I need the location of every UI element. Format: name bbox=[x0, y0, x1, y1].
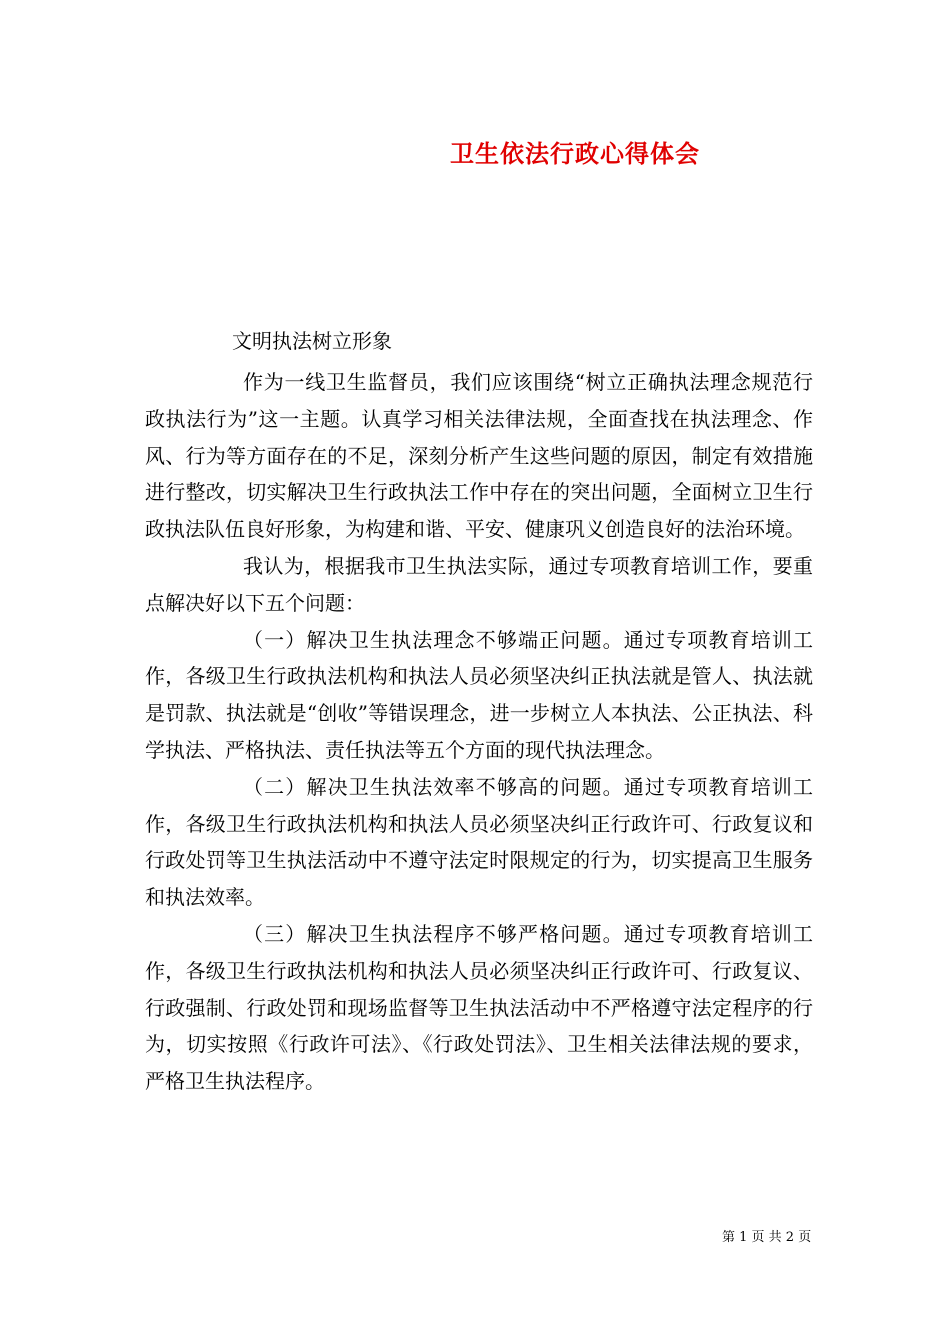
page-number-footer: 第 1 页 共 2 页 bbox=[722, 1230, 812, 1245]
document-title: 卫生依法行政心得体会 bbox=[450, 139, 700, 168]
document-subtitle: 文明执法树立形象 bbox=[232, 329, 392, 353]
document-body bbox=[145, 364, 813, 1100]
paragraph-point-1: （一）解决卫生执法理念不够端正问题。通过专项教育培训工作，各级卫生行政执法机构和执法人员必须坚决纠正执法就是管人、执法就是罚款、执法就是“创收”等错误理念，进一步树立人本执法、公正执法、科学执法、严格执法、责任执法等五个方面的现代执法理念。 bbox=[145, 627, 813, 762]
paragraph-problems-lead: 我认为，根据我市卫生执法实际，通过专项教育培训工作，要重点解决好以下五个问题： bbox=[145, 553, 813, 615]
paragraph-intro: 作为一线卫生监督员，我们应该围绕“树立正确执法理念规范行政执法行为”这一主题。认真学习相关法律法规，全面查找在执法理念、作风、行为等方面存在的不足，深刻分析产生这些问题的原因，制定有效措施进行整改，切实解决卫生行政执法工作中存在的突出问题，全面树立卫生行政执法队伍良好形象，为构建和谐、平安、健康巩义创造良好的法治环境。 bbox=[145, 370, 813, 542]
paragraph-point-2: （二）解决卫生执法效率不够高的问题。通过专项教育培训工作，各级卫生行政执法机构和执法人员必须坚决纠正行政许可、行政复议和行政处罚等卫生执法活动中不遵守法定时限规定的行为，切实提高卫生服务和执法效率。 bbox=[145, 774, 813, 910]
paragraph-point-3: （三）解决卫生执法程序不够严格问题。通过专项教育培训工作，各级卫生行政执法机构和执法人员必须坚决纠正行政许可、行政复议、行政强制、行政处罚和现场监督等卫生执法活动中不严格遵守法定程序的行为，切实按照《行政许可法》、《行政处罚法》、卫生相关法律法规的要求，严格卫生执法程序。 bbox=[145, 921, 813, 1094]
